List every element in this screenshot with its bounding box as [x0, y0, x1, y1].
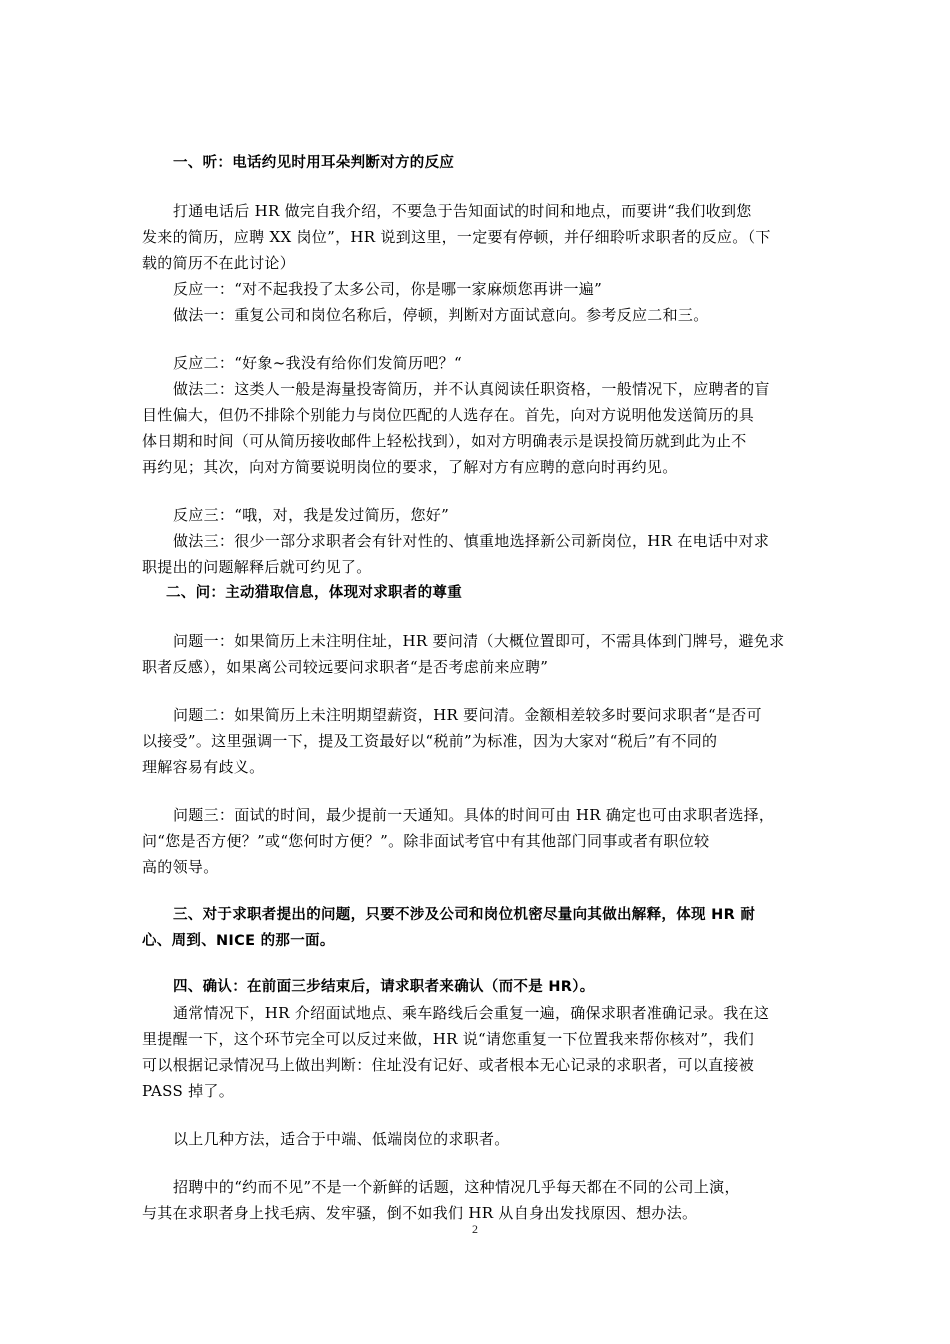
section-2-heading: 二、问：主动猎取信息，体现对求职者的尊重	[166, 585, 462, 601]
section-1-intro-line: 打通电话后 HR 做完自我介绍，不要急于告知面试的时间和地点，而要讲“我们收到您	[173, 202, 752, 220]
reaction-1: 反应一：“对不起我投了太多公司，你是哪一家麻烦您再讲一遍”	[173, 280, 603, 298]
question-3-line: 问“您是否方便？”或“您何时方便？”。除非面试考官中有其他部门同事或者有职位较	[142, 832, 710, 850]
method-1: 做法一：重复公司和岗位名称后，停顿，判断对方面试意向。参考反应二和三。	[173, 306, 709, 324]
section-3-heading: 心、周到、NICE 的那一面。	[142, 933, 335, 949]
question-2-line: 理解容易有歧义。	[142, 758, 265, 776]
method-2-line: 体日期和时间（可从简历接收邮件上轻松找到），如对方明确表示是误投简历就到此为止不	[142, 432, 747, 450]
closing-line: 招聘中的“约而不见”不是一个新鲜的话题，这种情况几乎每天都在不同的公司上演，	[173, 1178, 740, 1196]
question-2-line: 以接受”。这里强调一下，提及工资最好以“税前”为标准，因为大家对“税后”有不同的	[142, 732, 718, 750]
question-3-line: 高的领导。	[142, 858, 219, 876]
question-1-line: 问题一：如果简历上未注明住址，HR 要问清（大概位置即可，不需具体到门牌号，避免求	[173, 632, 785, 650]
method-2-line: 目性偏大，但仍不排除个别能力与岗位匹配的人选存在。首先，向对方说明他发送简历的具	[142, 406, 755, 424]
closing-line: 与其在求职者身上找毛病、发牢骚，倒不如我们 HR 从自身出发找原因、想办法。	[142, 1204, 698, 1222]
section-1-intro-line: 发来的简历，应聘 XX 岗位”，HR 说到这里，一定要有停顿，并仔细聆听求职者的反应。（下	[142, 228, 771, 246]
reaction-3: 反应三：“哦，对，我是发过简历，您好”	[173, 506, 450, 524]
section-4-line: 通常情况下，HR 介绍面试地点、乘车路线后会重复一遍，确保求职者准确记录。我在这	[173, 1004, 770, 1022]
section-1-intro-line: 载的简历不在此讨论）	[142, 254, 296, 272]
section-4-line: 可以根据记录情况马上做出判断：住址没有记好、或者根本无心记录的求职者，可以直接被	[142, 1056, 755, 1074]
method-2-line: 再约见；其次，向对方简要说明岗位的要求，了解对方有应聘的意向时再约见。	[142, 458, 678, 476]
summary-line: 以上几种方法，适合于中端、低端岗位的求职者。	[173, 1130, 510, 1148]
question-1-line: 职者反感），如果离公司较远要问求职者“是否考虑前来应聘”	[142, 658, 549, 676]
method-3-line: 职提出的问题解释后就可约见了。	[142, 558, 372, 576]
section-4-heading: 四、确认：在前面三步结束后，请求职者来确认（而不是 HR）。	[173, 979, 595, 995]
page-content	[142, 150, 812, 1226]
method-3-line: 做法三：很少一部分求职者会有针对性的、慎重地选择新公司新岗位，HR 在电话中对求	[173, 532, 770, 550]
question-3-line: 问题三：面试的时间，最少提前一天通知。具体的时间可由 HR 确定也可由求职者选择，	[173, 806, 775, 824]
section-4-line: 里提醒一下，这个环节完全可以反过来做，HR 说“请您重复一下位置我来帮你核对”，我们	[142, 1030, 755, 1048]
method-2-line: 做法二：这类人一般是海量投寄简历，并不认真阅读任职资格，一般情况下，应聘者的盲	[173, 380, 770, 398]
section-1-heading: 一、听：电话约见时用耳朵判断对方的反应	[173, 155, 455, 171]
question-2-line: 问题二：如果简历上未注明期望薪资，HR 要问清。金额相差较多时要问求职者“是否可	[173, 706, 762, 724]
section-4-line: PASS 掉了。	[142, 1082, 235, 1100]
page-number: 2	[472, 1222, 478, 1236]
section-3-heading: 三、对于求职者提出的问题，只要不涉及公司和岗位机密尽量向其做出解释，体现 HR 耐	[173, 907, 756, 923]
reaction-2: 反应二：“好象~我没有给你们发简历吧？“	[173, 354, 462, 372]
